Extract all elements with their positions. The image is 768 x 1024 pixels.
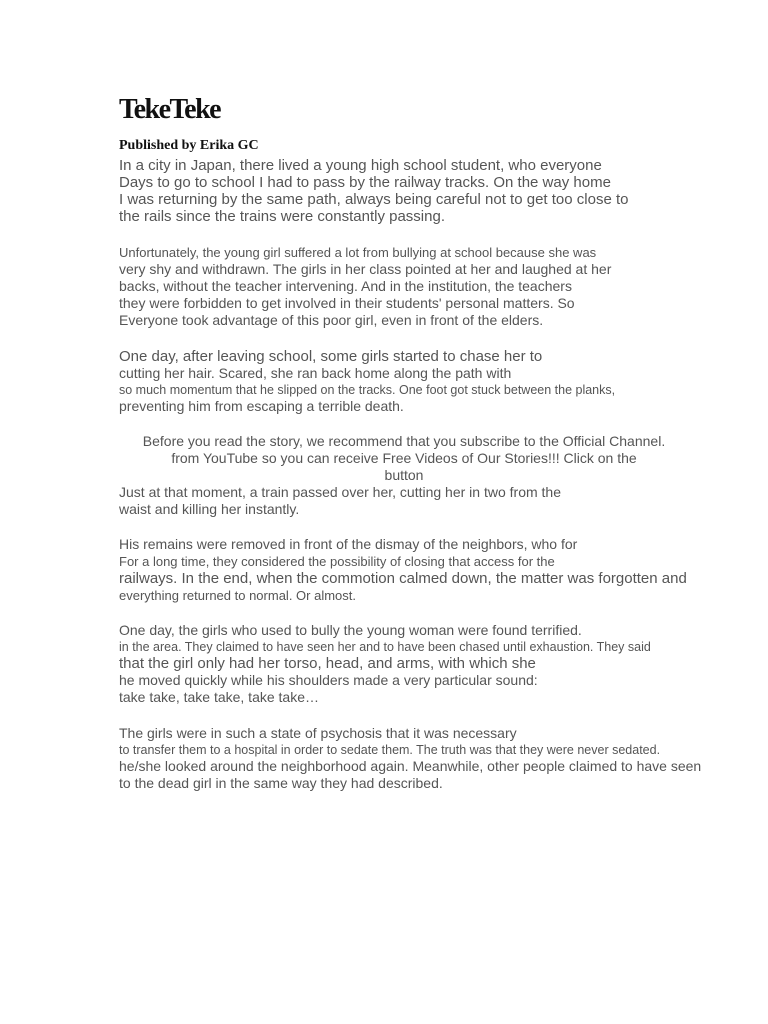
paragraph-line: railways. In the end, when the commotion calmed down, the matter was forgotten and [119, 570, 687, 587]
paragraph-line: Just at that moment, a train passed over her, cutting her in two from the [119, 484, 561, 500]
paragraph-line: backs, without the teacher intervening. And in the institution, the teachers [119, 278, 572, 294]
paragraph-line: he/she looked around the neighborhood again. Meanwhile, other people claimed to have seen [119, 758, 702, 774]
paragraph-line: in the area. They claimed to have seen her and to have been chased until exhaustion. They said [119, 640, 651, 654]
paragraph-line: His remains were removed in front of the dismay of the neighbors, who for [119, 536, 578, 552]
paragraph-line: take take, take take, take take… [119, 689, 319, 705]
paragraph-line: I was returning by the same path, always being careful not to get too close to [119, 191, 629, 208]
paragraph-1 [119, 157, 749, 225]
subscribe-notice [119, 433, 689, 484]
byline: Published by Erika GC [119, 138, 259, 153]
paragraph-line: In a city in Japan, there lived a young high school student, who everyone [119, 157, 602, 174]
paragraph-line: that the girl only had her torso, head, and arms, with which she [119, 655, 536, 672]
paragraph-line: to the dead girl in the same way they had described. [119, 775, 443, 791]
paragraph-4 [119, 433, 749, 518]
paragraph-line: to transfer them to a hospital in order to sedate them. The truth was that they were never sedated. [119, 743, 661, 757]
paragraph-2 [119, 244, 749, 329]
paragraph-line: Everyone took advantage of this poor girl, even in front of the elders. [119, 312, 544, 328]
notice-line: from YouTube so you can receive Free Videos of Our Stories!!! Click on the [171, 450, 637, 466]
paragraph-3 [119, 348, 749, 415]
paragraph-line: he moved quickly while his shoulders made a very particular sound: [119, 672, 538, 688]
paragraph-line: cutting her hair. Scared, she ran back home along the path with [119, 365, 512, 381]
paragraph-line: the rails since the trains were constantly passing. [119, 208, 445, 225]
paragraph-line: so much momentum that he slipped on the tracks. One foot got stuck between the planks, [119, 383, 616, 397]
paragraph-line: Unfortunately, the young girl suffered a lot from bullying at school because she was [119, 245, 597, 260]
paragraph-line: The girls were in such a state of psychosis that it was necessary [119, 725, 517, 741]
paragraph-line: Days to go to school I had to pass by the railway tracks. On the way home [119, 174, 611, 191]
paragraph-line: waist and killing her instantly. [119, 501, 300, 517]
article [119, 92, 749, 792]
paragraph-line: For a long time, they considered the possibility of closing that access for the [119, 554, 555, 569]
paragraph-line: One day, the girls who used to bully the young woman were found terrified. [119, 622, 582, 638]
paragraph-line: One day, after leaving school, some girls started to chase her to [119, 348, 543, 365]
paragraph-line: they were forbidden to get involved in their students' personal matters. So [119, 295, 575, 311]
paragraph-line: very shy and withdrawn. The girls in her class pointed at her and laughed at her [119, 261, 612, 277]
article-title: TekeTeke [119, 94, 221, 125]
paragraph-6 [119, 622, 749, 706]
paragraph-7 [119, 725, 749, 792]
paragraph-5 [119, 536, 749, 604]
paragraph-line: everything returned to normal. Or almost. [119, 588, 356, 603]
notice-line: button [384, 467, 424, 483]
notice-line: Before you read the story, we recommend that you subscribe to the Official Channel. [142, 433, 666, 449]
paragraph-line: preventing him from escaping a terrible death. [119, 398, 404, 414]
